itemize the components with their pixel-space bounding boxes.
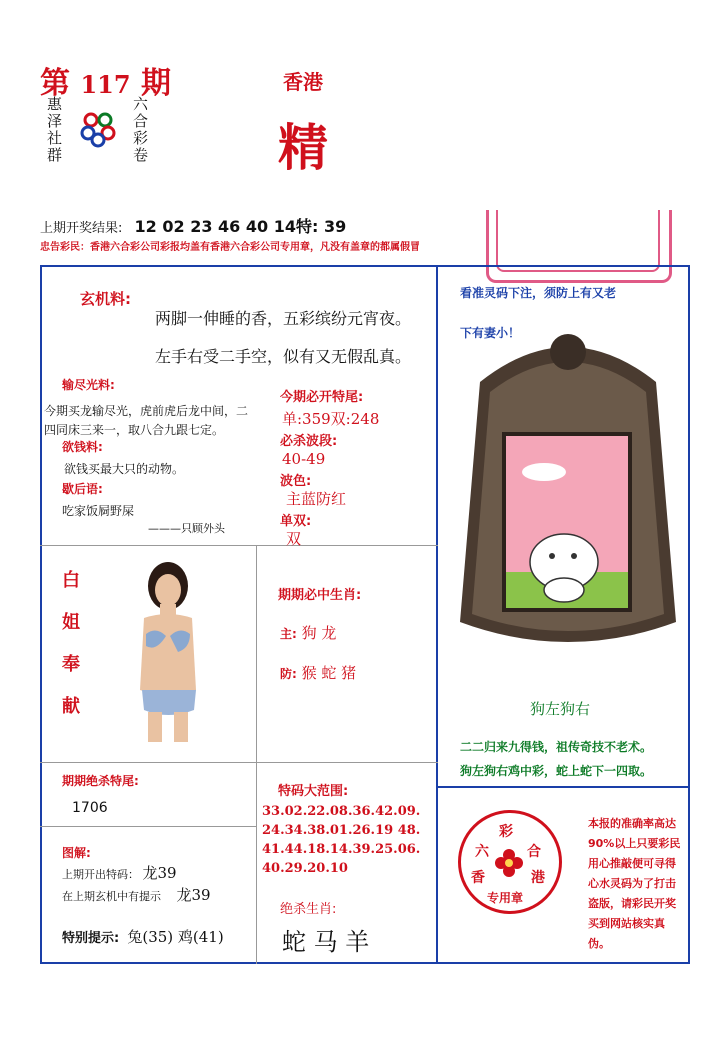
issue-number: 117 [80, 70, 131, 99]
official-stamp [458, 810, 562, 914]
bobo-title: 必杀波段: [280, 434, 338, 449]
xuanji-line2: 左手右受二手空，似有又无假乱真。 [155, 347, 412, 366]
publisher-left: 惠泽社群 [45, 96, 63, 164]
frame-bottom [40, 962, 690, 964]
range-row: 24.34.38.01.26.19 48. [262, 823, 421, 838]
stamp-left: 六 [475, 844, 489, 860]
xiehouyu-title: 歇后语: [62, 482, 103, 496]
tujie-line1 [62, 862, 177, 883]
result-label: 上期开奖结果: [40, 221, 123, 236]
row-divider-2 [40, 762, 438, 763]
issue-prefix: 第 [40, 66, 70, 101]
must-tail-title: 今期必开特尾: [280, 390, 364, 405]
jueshawei-value: 1706 [72, 800, 108, 816]
divider-mid [256, 545, 257, 964]
zodiac-main-value: 狗 龙 [301, 624, 337, 642]
range-row: 40.29.20.10 [262, 861, 348, 876]
stamp-bottom-right: 港 [531, 870, 545, 886]
tujie-line2-value: 龙39 [176, 886, 211, 904]
model-photo [122, 560, 212, 742]
right-verse1: 二二归来九得钱，祖传奇技不老术。 [460, 740, 653, 754]
row-divider-3 [40, 826, 256, 827]
right-intro1: 看准灵码下注，须防上有又老 [460, 286, 617, 300]
color-title: 波色: [280, 474, 312, 489]
qianliao-text: 欲钱买最大只的动物。 [64, 462, 185, 476]
lottery-logo-icon [78, 108, 118, 148]
tujie-line2 [62, 884, 211, 905]
zodiac-guard-value: 猴 蛇 猪 [301, 664, 357, 682]
tips-value: 兔(35) 鸡(41) [127, 928, 224, 946]
frame-top [40, 265, 690, 267]
zodiac-title: 期期必中生肖: [278, 588, 362, 603]
color-value: 主蓝防红 [286, 490, 347, 508]
kill-title: 绝杀生肖: [280, 902, 337, 917]
ds-title: 单双: [280, 514, 312, 529]
kill-value: 蛇 马 羊 [282, 928, 370, 956]
range-row: 33.02.22.08.36.42.09. [262, 804, 421, 819]
big-character: 精 [278, 118, 328, 177]
xiehouyu-text: 吃家饭屙野屎 [62, 504, 135, 518]
right-caption: 狗左狗右 [530, 700, 591, 718]
row-divider-right [438, 786, 688, 788]
divider-main [436, 265, 438, 964]
tujie-line2-label: 在上期玄机中有提示 [62, 890, 161, 903]
row-divider-1 [40, 545, 438, 546]
stamp-right: 合 [527, 844, 541, 860]
xiehouyu-answer: ———只顾外头 [148, 522, 225, 535]
frame-left [40, 265, 42, 964]
must-tail-danshuang: 单:359双:248 [282, 410, 380, 428]
zodiac-guard-label: 防: [280, 667, 297, 681]
top-title: 香港 [283, 70, 323, 94]
qianliao-title: 欲钱料: [62, 440, 103, 454]
zodiac-main [280, 622, 336, 643]
stamp-bottom-left: 香 [471, 870, 485, 886]
lady-title: 白姐奉献 [62, 570, 80, 717]
ds-value: 双 [286, 530, 302, 548]
flower-emblem-icon [493, 847, 525, 879]
jueshawei-title: 期期绝杀特尾: [62, 774, 139, 788]
ornate-mirror-image [450, 322, 686, 660]
xuanji-title: 玄机料: [80, 290, 131, 308]
zodiac-guard [280, 662, 356, 683]
accuracy-note: 本报的准确率高达90%以上只要彩民用心推敲便可寻得心水灵码为了打击盗版，请彩民开奖买到网站核实真伪。 [588, 817, 681, 950]
issue-suffix: 期 [141, 66, 172, 101]
zodiac-main-label: 主: [280, 627, 297, 641]
stamp-top: 彩 [499, 824, 513, 840]
bobo-value: 40-49 [282, 450, 326, 468]
range-row: 41.44.18.14.39.25.06. [262, 842, 421, 857]
tips-label: 特别提示: [62, 931, 120, 946]
tujie-title: 图解: [62, 846, 91, 860]
right-intro2: 下有妻小！ [460, 326, 521, 340]
right-verse2: 狗左狗右鸡中彩，蛇上蛇下一四取。 [460, 764, 653, 778]
notice: 忠告彩民：香港六合彩公司彩报均盖有香港六合彩公司专用章，凡没有盖章的都属假冒 [40, 242, 420, 253]
stamp-bottom: 专用章 [487, 891, 524, 905]
special-tips [62, 926, 224, 947]
tujie-line1-value: 龙39 [142, 864, 177, 882]
range-numbers [262, 802, 420, 878]
shujin-text: 今期买龙输尽光，虎前虎后龙中间，二四同床三来一，取八合九跟七定。 [44, 404, 249, 437]
publisher-right: 六合彩卷 [131, 96, 149, 164]
tujie-line1-label: 上期开出特码： [62, 868, 139, 881]
frame-right [688, 265, 690, 964]
pink-frame-inner [496, 210, 660, 272]
result-numbers: 12 02 23 46 40 14特: 39 [134, 217, 347, 236]
xuanji-line1: 两脚一伸睡的香，五彩缤纷元宵夜。 [155, 309, 412, 328]
last-result [40, 214, 346, 237]
range-title: 特码大范围: [278, 784, 349, 799]
shujin-title: 输尽光料: [62, 378, 115, 392]
